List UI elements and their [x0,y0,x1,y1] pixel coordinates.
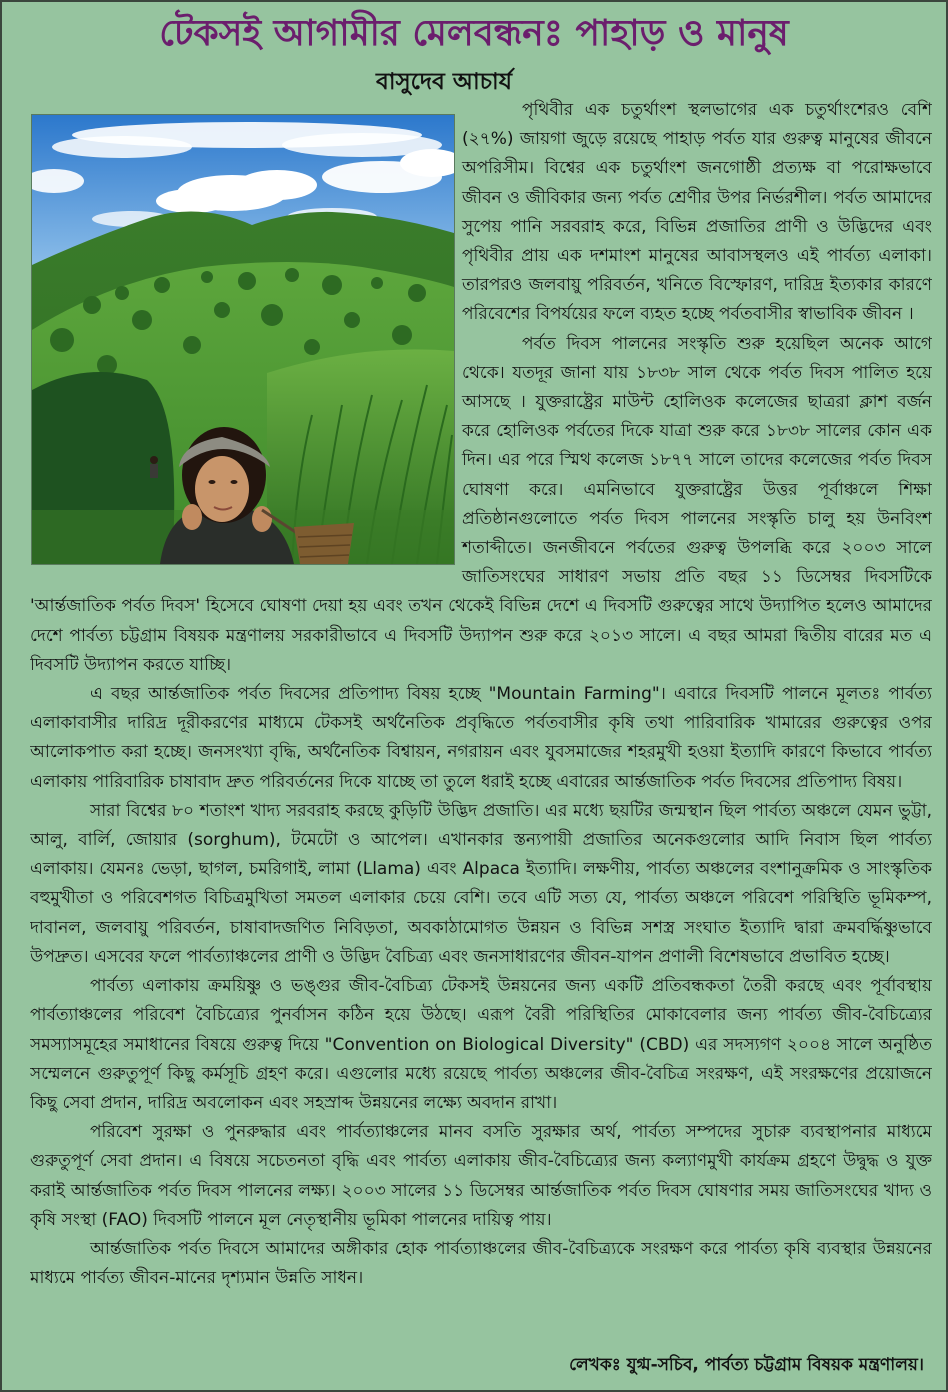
article-body [30,96,932,1352]
paragraph-6: পরিবেশ সুরক্ষা ও পুনরুদ্ধার এবং পার্বত্যাঞ্চলের মানব বসতি সুরক্ষার অর্থ, পার্বত্য সম্পদের সুচারু ব্যবস্থাপনার মাধ্যমে গুরুতুপূর্ণ সেবা প্রদান। এ বিষয়ে সচেতনতা বৃদ্ধি এবং পার্বত্য এলাকায় জীব-বৈচিত্র্যের জন্য কল্যাণমুখী কার্যক্রম গ্রহণে উদ্বুদ্ধ ও যুক্ত করাই আর্ন্তজাতিক পর্বত দিবস পালনের লক্ষ্য। ২০০৩ সালের ১১ ডিসেম্বর আর্ন্তজাতিক পর্বত দিবস ঘোষণার সময় জাতিসংঘের খাদ্য ও কৃষি সংস্থা (FAO) দিবসটি পালনে মূল নেতৃস্থানীয় ভূমিকা পালনের দায়িত্ব পায়। [30,1122,932,1230]
paragraph-3: এ বছর আর্ন্তজাতিক পর্বত দিবসের প্রতিপাদ্য বিষয় হচ্ছে "Mountain Farming"। এবারে দিবসটি পালনে মূলতঃ পার্বত্য এলাকাবাসীর দারিদ্র দূরীকরণের মাধ্যমে টেকসই অর্থনৈতিক প্রবৃদ্ধিতে পর্বতবাসীর কৃষি তথা পারিবারিক খামারের গুরুত্বের ওপর আলোকপাত করা হচ্ছে। জনসংখ্যা বৃদ্ধি, অর্থনৈতিক বিশ্বায়ন, নগরায়ন এবং যুবসমাজের শহরমুখী হওয়া ইত্যাদি কারণে কিভাবে পার্বত্য এলাকায় পারিবারিক চাষাবাদ দ্রুত পরিবর্তনের দিকে যাচ্ছে তা তুলে ধরাই হচ্ছে এবারের আর্ন্তজাতিক পর্বত দিবসের প্রতিপাদ্য বিষয়। [30,684,932,792]
article-title: টেকসই আগামীর মেলবন্ধনঃ পাহাড় ও মানুষ [159,13,789,54]
paragraph-4: সারা বিশ্বের ৮০ শতাংশ খাদ্য সরবরাহ করছে কুড়িটি উদ্ভিদ প্রজাতি। এর মধ্যে ছয়টির জন্মস্থান ছিল পার্বত্য অঞ্চলে যেমন ভুট্টা, আলু, বার্লি, জোয়ার (sorghum), টমেটো ও আপেল। এখানকার স্তন্যপায়ী প্রজাতির অনেকগুলোর আদি নিবাস ছিল পার্বত্য এলাকায়। যেমনঃ ভেড়া, ছাগল, চমরিগাই, লামা (Llama) এবং Alpaca ইত্যাদি। লক্ষণীয়, পার্বত্য অঞ্চলের বংশানুক্রমিক ও সাংস্কৃতিক বহুমুখীতা ও পরিবেশগত বিচিত্রমুখিতা সমতল এলাকার চেয়ে বেশি। তবে এটি সত্য যে, পার্বত্য অঞ্চলে পরিবেশ পরিস্থিতি ভূমিকম্প, দাবানল, জলবায়ু পরিবর্তন, চাষাবাদজণিত নিবিড়তা, অবকাঠামোগত উন্নয়ন ও বিভিন্ন সশস্ত্র সংঘাত ইত্যাদি দ্বারা ক্রমবর্দ্ধিষ্ণুভাবে উপদ্রুত। এসবের ফলে পার্বত্যাঞ্চলের প্রাণী ও উদ্ভিদ বৈচিত্র্য এবং জনসাধারণের জীবন-যাপন প্রণালী বিশেষভাবে প্রভাবিত হচ্ছে। [30,800,932,967]
photo-hills-girl [32,115,454,564]
paragraph-1: পৃথিবীর এক চতুর্থাংশ স্থলভাগের এক চতুর্থাংশেরও বেশি (২৭%) জায়গা জুড়ে রয়েছে পাহাড় পর্বত যার গুরুত্ব মানুষের জীবনে অপরিসীম। বিশ্বের এক চতুর্থাংশ জনগোষ্ঠী প্রত্যক্ষ বা পরোক্ষভাবে জীবন ও জীবিকার জন্য পর্বত শ্রেণীর উপর নির্ভরশীল। পর্বত আমাদের সুপেয় পানি সরবরাহ করে, বিভিন্ন প্রজাতির প্রাণী ও উদ্ভিদের এবং পৃথিবীর প্রায় এক দশমাংশ মানুষের আবাসস্থলও এই পার্বত্য এলাকা। তারপরও জলবায়ু পরিবর্তন, খনিতে বিস্ফোরণ, দারিদ্র ইত্যকার কারণে পরিবেশের বিপর্যয়ের ফলে ব্যহত হচ্ছে পর্বতবাসীর স্বাভাবিক জীবন । [462,100,932,325]
paragraph-2: পর্বত দিবস পালনের সংস্কৃতি শুরু হয়েছিল অনেক আগে থেকে। যতদূর জানা যায় ১৮৩৮ সাল থেকে পর্বত দিবস পালিত হয়ে আসছে । যুক্তরাষ্ট্রের মাউন্ট হোলিওক কলেজের ছাত্ররা ক্লাশ বর্জন করে হোলিওক পর্বতের দিকে যাত্রা শুরু করে ১৮৩৮ সালের কোন এক দিন। এর পরে স্মিথ কলেজ ১৮৭৭ সালে তাদের কলেজের পর্বত দিবস ঘোষণা করে। এমনিভাবে যুক্তরাষ্ট্রের উত্তর পূর্বাঞ্চলে শিক্ষা প্রতিষ্ঠানগুলোতে পর্বত দিবস পালনের সংস্কৃতি চালু হয় উনবিংশ শতাব্দীতে। জনজীবনে পর্বতের গুরুত্ব উপলব্ধি করে ২০০৩ সালে জাতিসংঘের সাধারণ সভায় প্রতি বছর ১১ ডিসেম্বর দিবসটিকে 'আর্ন্তজাতিক পর্বত দিবস' হিসেবে ঘোষণা দেয়া হয় এবং তখন থেকেই বিভিন্ন দেশে এ দিবসটি গুরুত্বের সাথে উদ্যাপিত হলেও আমাদের দেশে পার্বত্য চট্টগ্রাম বিষয়ক মন্ত্রণালয় সরকারীভাবে এ দিবসটি উদ্যাপন শুরু করে ২০১৩ সালে। এ বছর আমরা দ্বিতীয় বারের মত এ দিবসটি উদ্যাপন করতে যাচ্ছি। [30,333,932,675]
article-photo [32,115,454,564]
distant-person [150,456,158,478]
author-name: বাসুদেব আচার্য [376,69,512,95]
author-signature: লেখকঃ যুগ্ম-সচিব, পার্বত্য চট্টগ্রাম বিষয়ক মন্ত্রণালয়। [569,1355,924,1375]
paragraph-5: পার্বত্য এলাকায় ক্রময়িষ্ণু ও ভঙ্গুর জীব-বৈচিত্র্য টেকসই উন্নয়নের জন্য একটি প্রতিবন্ধকতা তৈরী করছে এবং পূর্বাবস্থায় পার্বত্যাঞ্চলের পরিবেশ বৈচিত্র্যের পুনর্বাসন কঠিন হয়ে উঠছে। এরূপ বৈরী পরিস্থিতির মোকাবেলার জন্য পার্বত্য জীব-বৈচিত্র্যের সমস্যাসমূহের সমাধানের বিষয়ে গুরুত্ব দিয়ে "Convention on Biological Diversity" (CBD) এর সদস্যগণ ২০০৪ সালে অনুষ্ঠিত সম্মেলনে গুরুতুপূর্ণ কিছু কর্মসূচি গ্রহণ করে। এগুলোর মধ্যে রয়েছে পার্বত্য অঞ্চলের জীব-বৈচিত্র সংরক্ষণ, এই সংরক্ষণের প্রয়োজনে কিছু সেবা প্রদান, দারিদ্র অবলোকন এবং সহস্রাব্দ উন্নয়নের লক্ষ্যে অবদান রাখা। [30,976,932,1113]
paragraph-7: আর্ন্তজাতিক পর্বত দিবসে আমাদের অঙ্গীকার হোক পার্বত্যাঞ্চলের জীব-বৈচিত্র্যকে সংরক্ষণ করে পার্বত্য কৃষি ব্যবস্থার উন্নয়নের মাধ্যমে পার্বত্য জীবন-মানের দৃশ্যমান উন্নতি সাধন। [30,1238,932,1289]
basket [294,523,354,564]
